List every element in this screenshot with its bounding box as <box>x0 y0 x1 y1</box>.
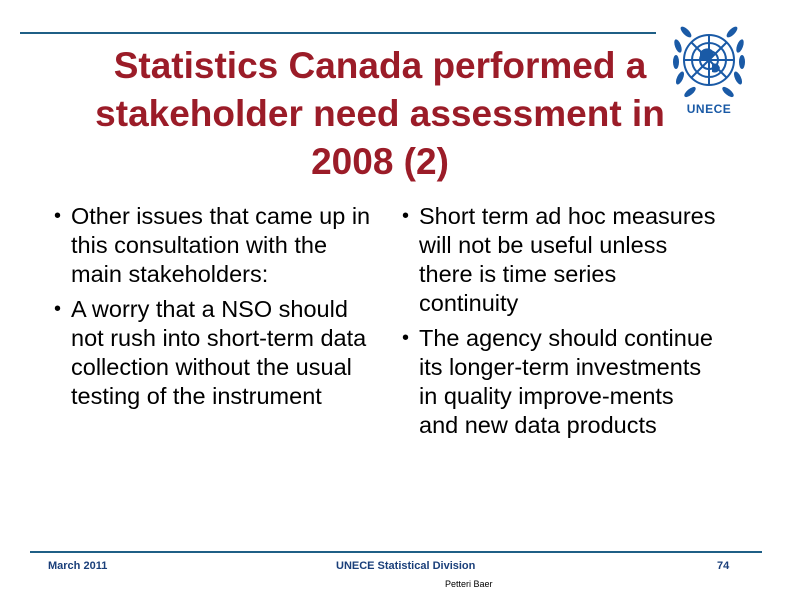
right-column <box>398 202 718 446</box>
bullet-text: Short term ad hoc measures will not be useful unless there is time series continuity <box>419 203 716 316</box>
bullet-icon: • <box>402 205 410 227</box>
bullet-item <box>398 324 718 440</box>
slide-title: Statistics Canada performed a stakeholder need assessment in 2008 (2) <box>95 45 665 182</box>
footer-organization: UNECE Statistical Division <box>336 560 476 572</box>
footer-date: March 2011 <box>48 560 108 572</box>
bullet-text: Other issues that came up in this consultation with the main stakeholders: <box>71 203 371 287</box>
bullet-item <box>50 295 380 411</box>
bottom-rule <box>30 551 762 553</box>
page-number: 74 <box>717 560 730 572</box>
bullet-icon: • <box>54 205 62 227</box>
bullet-icon: • <box>54 298 62 320</box>
logo-text: UNECE <box>686 102 732 116</box>
left-column <box>50 202 380 417</box>
bullet-text: A worry that a NSO should not rush into short-term data collection without the usual testing of the instrument <box>71 296 367 409</box>
bullet-item <box>398 202 718 318</box>
top-rule <box>20 32 656 34</box>
bullet-icon: • <box>402 327 410 349</box>
bullet-text: The agency should continue its longer-term investments in quality improve-ments and new data products <box>419 325 713 438</box>
presenter-name: Petteri Baer <box>445 579 493 589</box>
bullet-item <box>50 202 380 289</box>
